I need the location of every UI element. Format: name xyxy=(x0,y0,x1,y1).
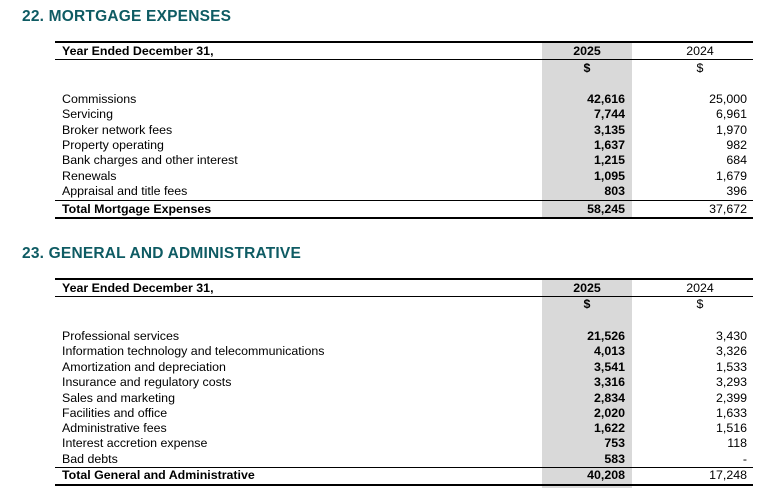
table-row xyxy=(55,138,753,153)
total-label: Total General and Administrative xyxy=(62,468,255,482)
row-value-2025: 1,637 xyxy=(593,138,625,152)
row-value-2025: 803 xyxy=(604,184,625,198)
row-value-2024: 3,430 xyxy=(715,329,747,343)
row-value-2025: 42,616 xyxy=(587,92,625,106)
row-value-2025: 3,541 xyxy=(593,360,625,374)
currency-2024: $ xyxy=(696,61,704,75)
total-value-2025: 40,208 xyxy=(587,468,625,482)
table-row xyxy=(55,184,753,199)
row-label: Facilities and office xyxy=(62,406,168,420)
row-value-2025: 4,013 xyxy=(593,344,625,358)
row-value-2024: 1,633 xyxy=(715,406,747,420)
total-bottom-rule xyxy=(55,217,753,219)
row-label: Professional services xyxy=(62,329,180,343)
row-value-2025: 7,744 xyxy=(593,107,625,121)
table-row xyxy=(55,421,753,436)
row-value-2025: 1,095 xyxy=(593,169,625,183)
table-row xyxy=(55,92,753,107)
row-value-2024: 118 xyxy=(727,436,747,450)
total-label: Total Mortgage Expenses xyxy=(62,202,212,216)
total-row xyxy=(55,202,753,217)
row-value-2025: 753 xyxy=(604,436,625,450)
row-label: Broker network fees xyxy=(62,123,173,137)
row-value-2025: 1,215 xyxy=(593,153,625,167)
table-row xyxy=(55,169,753,184)
mortgage-expenses-table xyxy=(55,41,753,219)
row-value-2025: 21,526 xyxy=(587,329,625,343)
row-label: Bad debts xyxy=(62,452,118,466)
row-value-2025: 3,135 xyxy=(593,123,625,137)
table-row xyxy=(55,436,753,451)
total-value-2024: 17,248 xyxy=(709,468,747,482)
row-label: Administrative fees xyxy=(62,421,167,435)
table-row xyxy=(55,406,753,421)
total-top-rule xyxy=(55,200,753,201)
row-value-2025: 2,834 xyxy=(593,391,625,405)
currency-row xyxy=(55,297,753,312)
table-header-row xyxy=(55,280,753,296)
row-value-2024: 982 xyxy=(726,138,747,152)
row-label: Bank charges and other interest xyxy=(62,153,238,167)
table-row xyxy=(55,360,753,375)
total-value-2024: 37,672 xyxy=(709,202,747,216)
row-label: Servicing xyxy=(62,107,113,121)
currency-2025: $ xyxy=(583,61,591,75)
year-ended-label: Year Ended December 31, xyxy=(62,44,214,58)
row-value-2024: - xyxy=(742,452,747,466)
column-header-2024: 2024 xyxy=(686,44,714,58)
row-value-2024: 2,399 xyxy=(715,391,747,405)
section-heading-general-administrative: 23. GENERAL AND ADMINISTRATIVE xyxy=(22,245,301,262)
currency-2025: $ xyxy=(583,297,591,311)
row-label: Interest accretion expense xyxy=(62,436,208,450)
total-value-2025: 58,245 xyxy=(587,202,625,216)
total-row xyxy=(55,468,753,483)
row-label: Amortization and depreciation xyxy=(62,360,226,374)
column-header-2025: 2025 xyxy=(573,281,601,295)
row-value-2025: 583 xyxy=(604,452,625,466)
row-value-2024: 3,326 xyxy=(715,344,747,358)
header-underline xyxy=(55,59,753,60)
table-row xyxy=(55,153,753,168)
table-row xyxy=(55,329,753,344)
row-value-2025: 3,316 xyxy=(593,375,625,389)
total-bottom-rule xyxy=(55,484,753,486)
section-heading-mortgage-expenses: 22. MORTGAGE EXPENSES xyxy=(22,8,232,25)
column-header-2024: 2024 xyxy=(686,281,714,295)
table-row xyxy=(55,344,753,359)
row-value-2025: 1,622 xyxy=(593,421,625,435)
row-value-2024: 1,516 xyxy=(715,421,747,435)
row-label: Appraisal and title fees xyxy=(62,184,188,198)
table-row xyxy=(55,452,753,467)
year-ended-label: Year Ended December 31, xyxy=(62,281,214,295)
table-row xyxy=(55,391,753,406)
table-row xyxy=(55,123,753,138)
table-row xyxy=(55,375,753,390)
row-label: Property operating xyxy=(62,138,164,152)
column-header-2025: 2025 xyxy=(573,44,601,58)
row-value-2024: 1,679 xyxy=(715,169,747,183)
row-value-2025: 2,020 xyxy=(593,406,625,420)
row-value-2024: 3,293 xyxy=(715,375,747,389)
currency-2024: $ xyxy=(696,297,704,311)
row-label: Insurance and regulatory costs xyxy=(62,375,232,389)
row-value-2024: 1,533 xyxy=(715,360,747,374)
currency-row xyxy=(55,61,753,76)
row-label: Information technology and telecommunications xyxy=(62,344,325,358)
row-label: Renewals xyxy=(62,169,117,183)
row-value-2024: 25,000 xyxy=(709,92,747,106)
row-value-2024: 1,970 xyxy=(715,123,747,137)
general-administrative-table xyxy=(55,278,753,488)
row-label: Sales and marketing xyxy=(62,391,175,405)
table-row xyxy=(55,107,753,122)
row-value-2024: 684 xyxy=(726,153,747,167)
row-label: Commissions xyxy=(62,92,137,106)
table-header-row xyxy=(55,43,753,59)
row-value-2024: 396 xyxy=(726,184,747,198)
row-value-2024: 6,961 xyxy=(715,107,747,121)
